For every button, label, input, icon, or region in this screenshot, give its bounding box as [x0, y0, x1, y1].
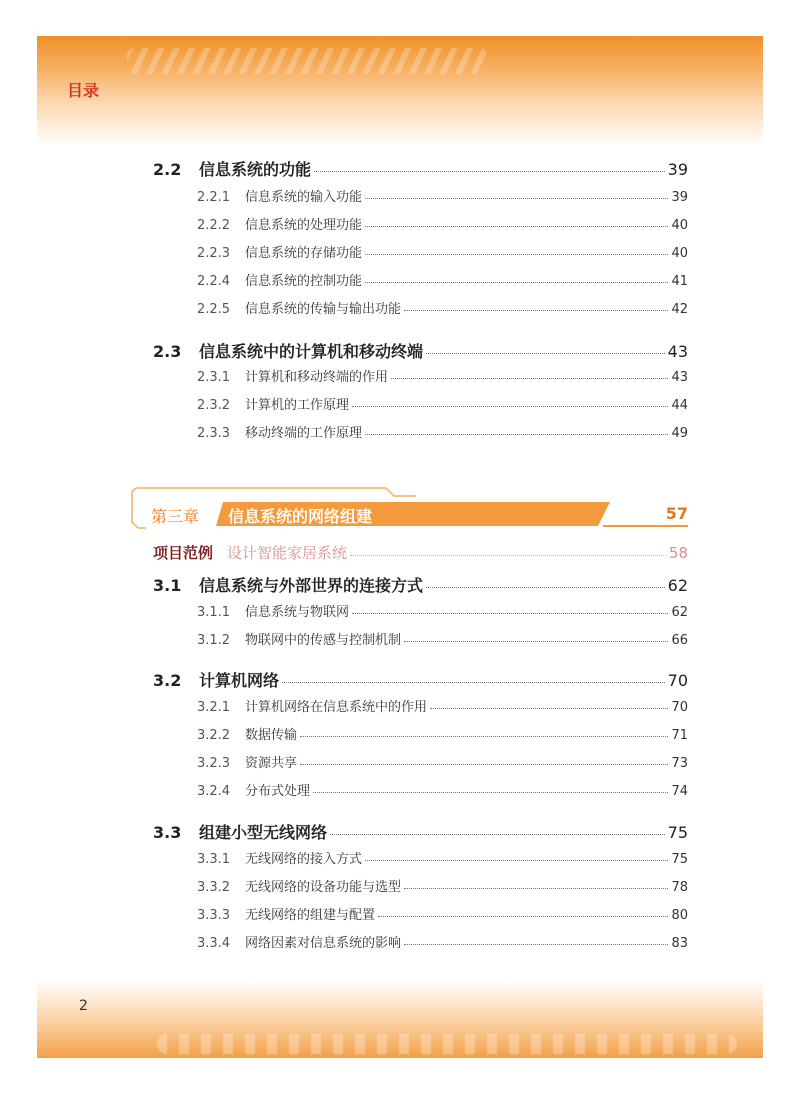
section-title: 信息系统中的计算机和移动终端 — [199, 342, 424, 361]
leader-dots — [365, 226, 668, 227]
chapter-page: 57 — [665, 504, 688, 523]
item-number: 3.2.3 — [197, 756, 231, 771]
toc-item-2-2-1[interactable] — [197, 186, 688, 205]
leader-dots — [404, 944, 668, 945]
section-page: 43 — [667, 342, 688, 361]
toc-item-3-2-2[interactable] — [197, 724, 688, 743]
item-page: 71 — [671, 728, 688, 743]
leader-dots — [365, 254, 668, 255]
item-number: 2.2.1 — [197, 190, 231, 205]
section-page: 70 — [667, 671, 688, 690]
item-number: 2.2.5 — [197, 302, 231, 317]
leader-dots — [352, 406, 668, 407]
toc-section-2-2[interactable] — [153, 157, 688, 180]
toc-item-2-3-3[interactable] — [197, 422, 688, 441]
item-title: 信息系统的控制功能 — [245, 274, 363, 289]
section-page: 75 — [667, 823, 688, 842]
chapter-3-heading[interactable] — [128, 484, 690, 534]
project-page: 58 — [668, 544, 688, 562]
item-page: 66 — [671, 633, 688, 648]
toc-item-3-2-3[interactable] — [197, 752, 688, 771]
item-title: 信息系统的存储功能 — [245, 246, 363, 261]
footer-band — [37, 980, 763, 1058]
item-title: 无线网络的接入方式 — [245, 852, 363, 867]
section-number: 3.3 — [153, 823, 182, 842]
leader-dots — [378, 916, 668, 917]
toc-item-2-2-3[interactable] — [197, 242, 688, 261]
item-page: 74 — [671, 784, 688, 799]
section-number: 2.3 — [153, 342, 182, 361]
item-page: 40 — [671, 246, 688, 261]
item-number: 3.1.2 — [197, 633, 231, 648]
item-page: 75 — [671, 852, 688, 867]
leader-dots — [426, 587, 665, 588]
leader-dots — [300, 764, 668, 765]
toc-item-3-3-4[interactable] — [197, 932, 688, 951]
item-page: 43 — [671, 370, 688, 385]
item-number: 3.3.2 — [197, 880, 231, 895]
item-title: 计算机网络在信息系统中的作用 — [245, 700, 428, 715]
project-title: 设计智能家居系统 — [227, 544, 348, 562]
project-label: 项目范例 — [153, 544, 214, 562]
item-title: 移动终端的工作原理 — [245, 426, 363, 441]
leader-dots — [365, 198, 668, 199]
toc-item-3-1-2[interactable] — [197, 629, 688, 648]
item-title: 物联网中的传感与控制机制 — [245, 633, 402, 648]
page-number: 2 — [79, 998, 88, 1014]
leader-dots — [404, 888, 668, 889]
item-title: 无线网络的设备功能与选型 — [245, 880, 402, 895]
item-number: 2.3.3 — [197, 426, 231, 441]
leader-dots — [404, 310, 668, 311]
section-title: 计算机网络 — [199, 671, 280, 690]
leader-dots — [365, 282, 668, 283]
toc-item-3-3-3[interactable] — [197, 904, 688, 923]
item-title: 资源共享 — [245, 756, 298, 771]
leader-dots — [365, 434, 668, 435]
leader-dots — [365, 860, 668, 861]
toc-item-3-1-1[interactable] — [197, 601, 688, 620]
toc-project-example[interactable] — [153, 542, 688, 563]
item-title: 计算机的工作原理 — [245, 398, 350, 413]
toc-item-2-3-1[interactable] — [197, 366, 688, 385]
item-page: 44 — [671, 398, 688, 413]
item-page: 83 — [671, 936, 688, 951]
item-page: 62 — [671, 605, 688, 620]
item-number: 2.3.1 — [197, 370, 231, 385]
leader-dots — [330, 834, 665, 835]
item-number: 3.3.4 — [197, 936, 231, 951]
item-number: 3.2.4 — [197, 784, 231, 799]
leader-dots — [352, 613, 668, 614]
section-title: 组建小型无线网络 — [199, 823, 328, 842]
item-title: 信息系统的传输与输出功能 — [245, 302, 402, 317]
item-number: 2.2.4 — [197, 274, 231, 289]
item-page: 49 — [671, 426, 688, 441]
toc-section-3-2[interactable] — [153, 668, 688, 691]
item-page: 39 — [671, 190, 688, 205]
item-title: 信息系统的输入功能 — [245, 190, 363, 205]
toc-item-3-3-2[interactable] — [197, 876, 688, 895]
leader-dots — [313, 792, 668, 793]
leader-dots — [282, 682, 665, 683]
toc-item-2-2-4[interactable] — [197, 270, 688, 289]
item-number: 2.2.2 — [197, 218, 231, 233]
item-page: 78 — [671, 880, 688, 895]
toc-item-2-2-2[interactable] — [197, 214, 688, 233]
chapter-bar-graphic — [128, 484, 690, 534]
item-title: 计算机和移动终端的作用 — [245, 370, 389, 385]
toc-section-2-3[interactable] — [153, 339, 688, 362]
item-number: 3.3.1 — [197, 852, 231, 867]
item-number: 3.3.3 — [197, 908, 231, 923]
leader-dots — [426, 353, 665, 354]
leader-dots — [350, 555, 666, 556]
item-number: 3.2.2 — [197, 728, 231, 743]
header-band — [37, 36, 763, 146]
section-title: 信息系统的功能 — [199, 160, 312, 179]
item-page: 42 — [671, 302, 688, 317]
section-page: 39 — [667, 160, 688, 179]
item-title: 网络因素对信息系统的影响 — [245, 936, 402, 951]
leader-dots — [430, 708, 668, 709]
section-page: 62 — [667, 576, 688, 595]
item-number: 2.2.3 — [197, 246, 231, 261]
toc-section-3-1[interactable] — [153, 573, 688, 596]
toc-item-2-3-2[interactable] — [197, 394, 688, 413]
toc-section-3-3[interactable] — [153, 820, 688, 843]
item-page: 70 — [671, 700, 688, 715]
header-title: 目录 — [67, 81, 100, 100]
item-title: 信息系统的处理功能 — [245, 218, 363, 233]
item-page: 41 — [671, 274, 688, 289]
header-decoration — [127, 48, 487, 74]
leader-dots — [404, 641, 668, 642]
item-number: 3.2.1 — [197, 700, 231, 715]
item-title: 数据传输 — [245, 728, 298, 743]
toc-item-3-2-1[interactable] — [197, 696, 688, 715]
section-number: 2.2 — [153, 160, 182, 179]
section-number: 3.2 — [153, 671, 182, 690]
item-page: 40 — [671, 218, 688, 233]
toc-item-2-2-5[interactable] — [197, 298, 688, 317]
leader-dots — [314, 171, 665, 172]
toc-item-3-3-1[interactable] — [197, 848, 688, 867]
item-number: 2.3.2 — [197, 398, 231, 413]
item-title: 无线网络的组建与配置 — [245, 908, 376, 923]
section-title: 信息系统与外部世界的连接方式 — [199, 576, 424, 595]
item-title: 信息系统与物联网 — [245, 605, 350, 620]
chapter-title: 信息系统的网络组建 — [228, 507, 373, 526]
item-title: 分布式处理 — [245, 784, 311, 799]
leader-dots — [391, 378, 668, 379]
item-number: 3.1.1 — [197, 605, 231, 620]
section-number: 3.1 — [153, 576, 182, 595]
footer-decoration — [157, 1034, 737, 1054]
item-page: 80 — [671, 908, 688, 923]
leader-dots — [300, 736, 668, 737]
chapter-label: 第三章 — [151, 507, 200, 526]
item-page: 73 — [671, 756, 688, 771]
toc-item-3-2-4[interactable] — [197, 780, 688, 799]
